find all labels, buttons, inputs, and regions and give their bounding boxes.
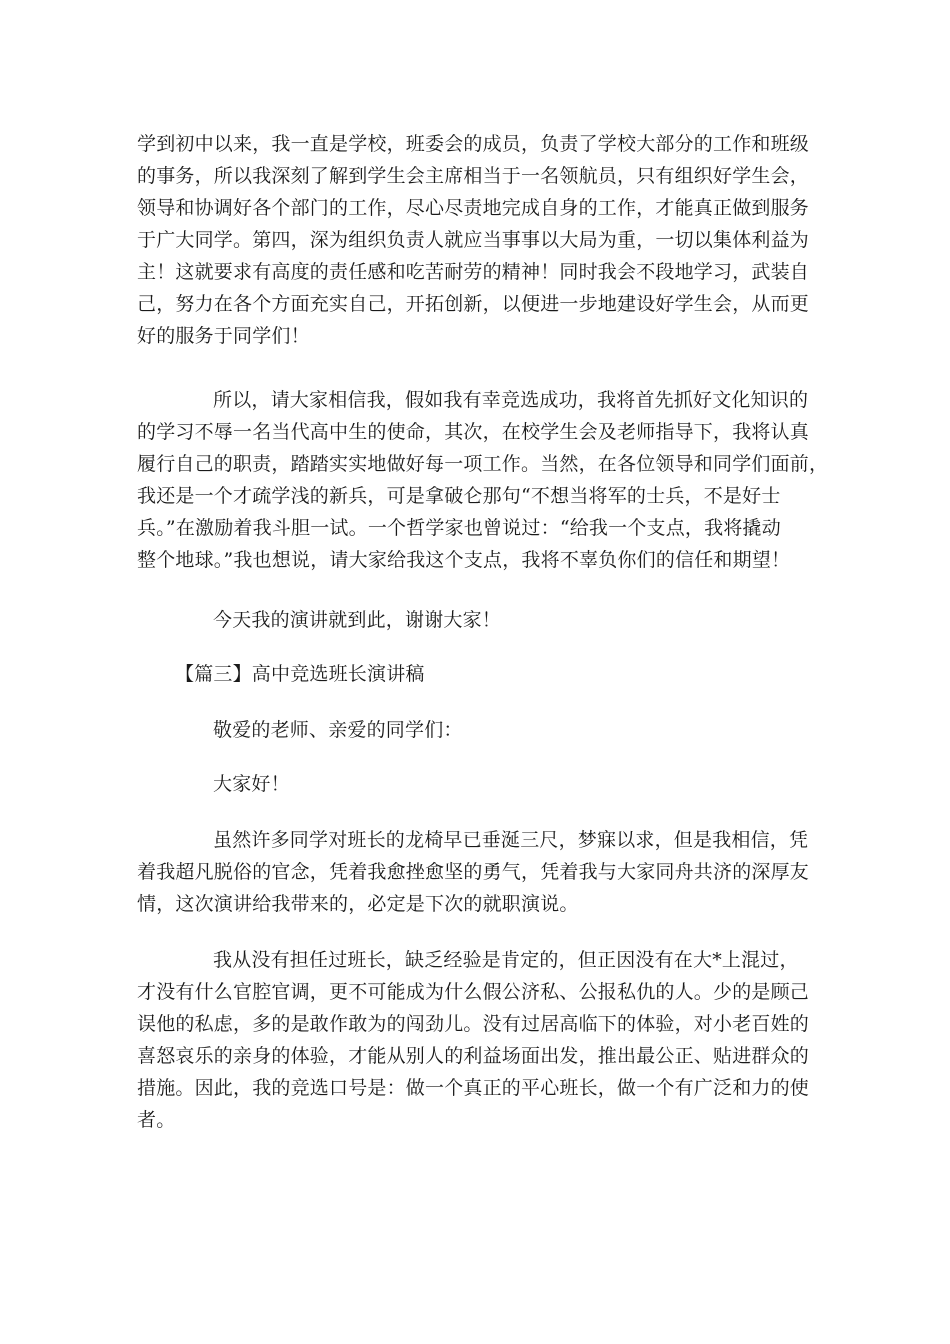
text-line: 的事务，所以我深刻了解到学生会主席相当于一名领航员，只有组织好学生会， — [137, 165, 810, 187]
salutation: 敬爱的老师、亲爱的同学们： — [213, 719, 463, 741]
text-line: 我还是一个才疏学浅的新兵，可是拿破仑那句“不想当将军的士兵，不是好士 — [137, 485, 781, 507]
text-line: 者。 — [137, 1109, 176, 1131]
text-line: 兵。”在激励着我斗胆一试。一个哲学家也曾说过：“给我一个支点，我将撬动 — [137, 517, 781, 539]
text-line: 整个地球。”我也想说，请大家给我这个支点，我将不辜负你们的信任和期望！ — [137, 549, 791, 571]
text-line: 履行自己的职责，踏踏实实地做好每一项工作。当然，在各位领导和同学们面前， — [137, 453, 829, 475]
paragraph-campaign-promise — [137, 384, 827, 576]
text-line: 我从没有担任过班长，缺乏经验是肯定的，但正因没有在大*上混过， — [213, 949, 799, 971]
text-line: 情，这次演讲给我带来的，必定是下次的就职演说。 — [137, 893, 579, 915]
greeting: 大家好！ — [213, 773, 290, 795]
section-heading: 【篇三】高中竞选班长演讲稿 — [175, 663, 425, 685]
text-line: 好的服务于同学们！ — [137, 325, 310, 347]
paragraph-closing — [137, 604, 827, 636]
text-line: 所以，请大家相信我，假如我有幸竞选成功，我将首先抓好文化知识的 — [213, 389, 809, 411]
text-line: 虽然许多同学对班长的龙椅早已垂涎三尺，梦寐以求，但是我相信，凭 — [213, 829, 809, 851]
text-line: 着我超凡脱俗的官念，凭着我愈挫愈坚的勇气，凭着我与大家同舟共济的深厚友 — [137, 861, 810, 883]
closing-line: 今天我的演讲就到此，谢谢大家！ — [213, 609, 502, 631]
greeting-block — [137, 768, 827, 800]
text-line: 才没有什么官腔官调，更不可能成为什么假公济私、公报私仇的人。少的是顾己 — [137, 981, 810, 1003]
text-line: 主！这就要求有高度的责任感和吃苦耐劳的精神！同时我会不段地学习，武装自 — [137, 261, 810, 283]
paragraph-student-council-experience — [137, 128, 827, 352]
section-heading-block — [137, 658, 827, 690]
text-line: 的学习不辱一名当代高中生的使命，其次，在校学生会及老师指导下，我将认真 — [137, 421, 810, 443]
text-line: 领导和协调好各个部门的工作，尽心尽责地完成自身的工作，才能真正做到服务 — [137, 197, 810, 219]
paragraph-class-monitor-ambition — [137, 824, 827, 920]
text-line: 措施。因此，我的竞选口号是：做一个真正的平心班长，做一个有广泛和力的使 — [137, 1077, 810, 1099]
paragraph-campaign-slogan — [137, 944, 827, 1136]
text-line: 学到初中以来，我一直是学校，班委会的成员，负责了学校大部分的工作和班级 — [137, 133, 810, 155]
text-line: 于广大同学。第四，深为组织负责人就应当事事以大局为重，一切以集体利益为 — [137, 229, 810, 251]
salutation-block — [137, 714, 827, 746]
text-line: 喜怒哀乐的亲身的体验，才能从别人的利益场面出发，推出最公正、贴进群众的 — [137, 1045, 810, 1067]
text-line: 己，努力在各个方面充实自己，开拓创新，以便进一步地建设好学生会，从而更 — [137, 293, 810, 315]
text-line: 误他的私虑，多的是敢作敢为的闯劲儿。没有过居高临下的体验，对小老百姓的 — [137, 1013, 810, 1035]
